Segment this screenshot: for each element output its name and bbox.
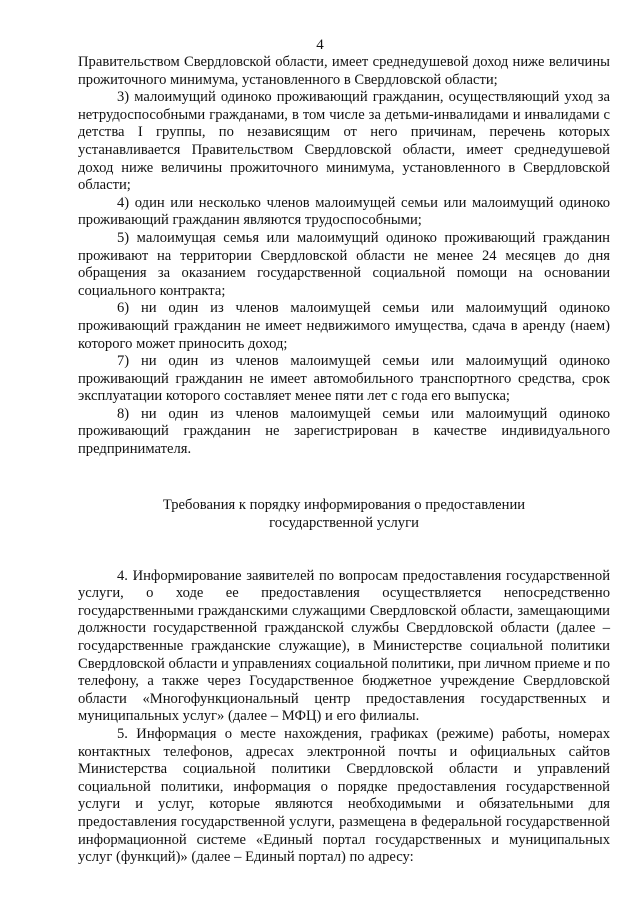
list-item-8: 8) ни один из членов малоимущей семьи или малоимущий одиноко проживающий гражданин не зарегистрирован в качестве индивидуального предпринимателя. xyxy=(78,405,610,458)
section-heading-line-1: Требования к порядку информирования о предоставлении xyxy=(162,496,526,513)
list-item-7: 7) ни один из членов малоимущей семьи или малоимущий одиноко проживающий гражданин не имеет автомобильного транспортного средства, срок эксплуатации которого составляет менее пяти лет с года его выпуска; xyxy=(78,353,610,405)
document-body xyxy=(78,54,610,867)
list-item-5: 5) малоимущая семья или малоимущий одиноко проживающий гражданин проживают на территории Свердловской области не менее 24 месяцев до дня обращения за оказанием государственной социальной помощи на основании социального контракта; xyxy=(78,229,610,299)
page-number: 4 xyxy=(316,37,324,53)
clause-5: 5. Информация о месте нахождения, графиках (режиме) работы, номерах контактных телефонов, адресах электронной почты и официальных сайтов Министерства социальной политики Свердловской области и управлений социальной политики, информация о порядке предоставления государственной услуги и услуг, которые являются необходимыми и обязательными для предоставления государственной услуги, размещена в федеральной государственной информационной системе «Единый портал государственных и муниципальных услуг (функций)» (далее – Единый портал) по адресу: xyxy=(78,726,610,866)
list-item-4: 4) один или несколько членов малоимущей семьи или малоимущий одиноко проживающий гражданин являются трудоспособными; xyxy=(78,194,610,229)
clause-4: 4. Информирование заявителей по вопросам предоставления государственной услуги, о ходе ее предоставления осуществляется непосредственно государственными гражданскими служащими Свердловской области, замещающими должности государственной гражданской службы Свердловской области (далее – государственные гражданские служащие), в Министерстве социальной политики Свердловской области и управлениях социальной политики, при личном приеме и по телефону, а также через Государственное бюджетное учреждение Свердловской области «Многофункциональный центр предоставления государственных и муниципальных услуг» (далее – МФЦ) и его филиалы. xyxy=(78,567,610,725)
section-heading xyxy=(118,496,570,532)
paragraph-continuation: Правительством Свердловской области, имеет среднедушевой доход ниже величины прожиточного минимума, установленного в Свердловской области; xyxy=(78,54,610,88)
list-item-3: 3) малоимущий одиноко проживающий гражданин, осуществляющий уход за нетрудоспособными гражданами, в том числе за детьми-инвалидами и инвалидами с детства I группы, по независящим от него причинам, перечень которых устанавливается Правительством Свердловской области, имеет среднедушевой доход ниже величины прожиточного минимума, установленного в Свердловской области; xyxy=(78,89,610,194)
list-item-6: 6) ни один из членов малоимущей семьи или малоимущий одиноко проживающий гражданин не имеет недвижимого имущества, сдача в аренду (наем) которого может приносить доход; xyxy=(78,300,610,352)
section-heading-line-2: государственной услуги xyxy=(269,514,419,531)
